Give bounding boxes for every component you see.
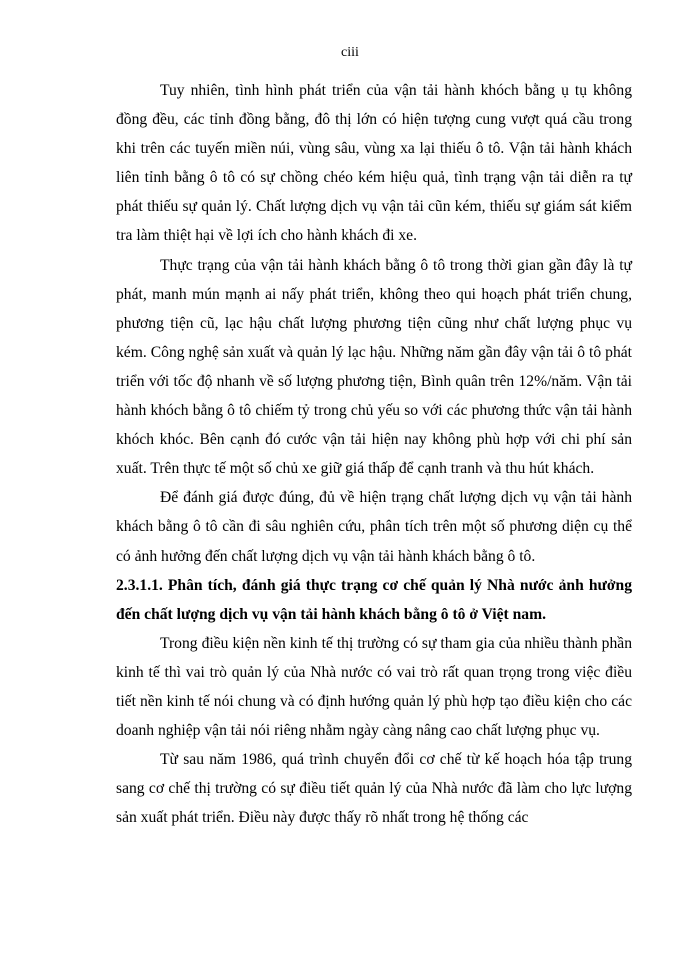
paragraph: Tuy nhiên, tình hình phát triển của vận tải hành khóch bằng ụ tụ không đồng đều, các tỉnh đồng bằng, đô thị lớn có hiện tượng cung vượt quá cầu trong khi trên các tuyến miền núi, vùng sâu, vùng xa lại thiếu ô tô. Vận tải hành khách liên tỉnh bằng ô tô có sự chồng chéo kém hiệu quả, tình trạng vận tải diễn ra tự phát thiếu sự quản lý. Chất lượng dịch vụ vận tải cũn kém, thiếu sự giám sát kiểm tra làm thiệt hại về lợi ích cho hành khách đi xe. <box>116 82 632 245</box>
paragraph: Trong điều kiện nền kinh tế thị trường có sự tham gia của nhiều thành phần kinh tế thì vai trò quản lý của Nhà nước có vai trò rất quan trọng trong việc điều tiết nền kinh tế nói chung và có định hướng quản lý phù hợp tạo điều kiện cho các doanh nghiệp vận tải nói riêng nhằm ngày càng nâng cao chất lượng phục vụ. <box>116 634 632 740</box>
paragraph: Thực trạng của vận tải hành khách bằng ô tô trong thời gian gần đây là tự phát, manh mún mạnh ai nấy phát triển, không theo qui hoạch phát triển chung, phương tiện cũ, lạc hậu chất lượng phương tiện cũng như chất lượng phục vụ kém. Công nghệ sản xuất và quản lý lạc hậu. Những năm gần đây vận tải ô tô phát triển với tốc độ nhanh về số lượng phương tiện, Bình quân trên 12%/năm. Vận tải hành khóch bằng ô tô chiếm tỷ trong chủ yếu so với các phương thức vận tải hành khóch khóc. Bên cạnh đó cước vận tải hiện nay không phù hợp với chi phí sản xuất. Trên thực tế một số chủ xe giữ giá thấp để cạnh tranh và thu hút khách. <box>116 256 632 478</box>
document-body <box>116 76 632 832</box>
section-heading: 2.3.1.1. Phân tích, đánh giá thực trạng cơ chế quản lý Nhà nước ảnh hưởng đến chất lượng dịch vụ vận tải hành khách bằng ô tô ở Việt nam. <box>116 576 632 623</box>
page-number: ciii <box>341 45 359 60</box>
paragraph: Từ sau năm 1986, quá trình chuyển đổi cơ chế từ kế hoạch hóa tập trung sang cơ chế thị trường có sự điều tiết quản lý của Nhà nước đã làm cho lực lượng sản xuất phát triển. Điều này được thấy rõ nhất trong hệ thống các <box>116 751 632 827</box>
paragraph: Để đánh giá được đúng, đủ về hiện trạng chất lượng dịch vụ vận tải hành khách bằng ô tô cần đi sâu nghiên cứu, phân tích trên một số phương diện cụ thể có ảnh hưởng đến chất lượng dịch vụ vận tải hành khách bằng ô tô. <box>116 489 632 565</box>
